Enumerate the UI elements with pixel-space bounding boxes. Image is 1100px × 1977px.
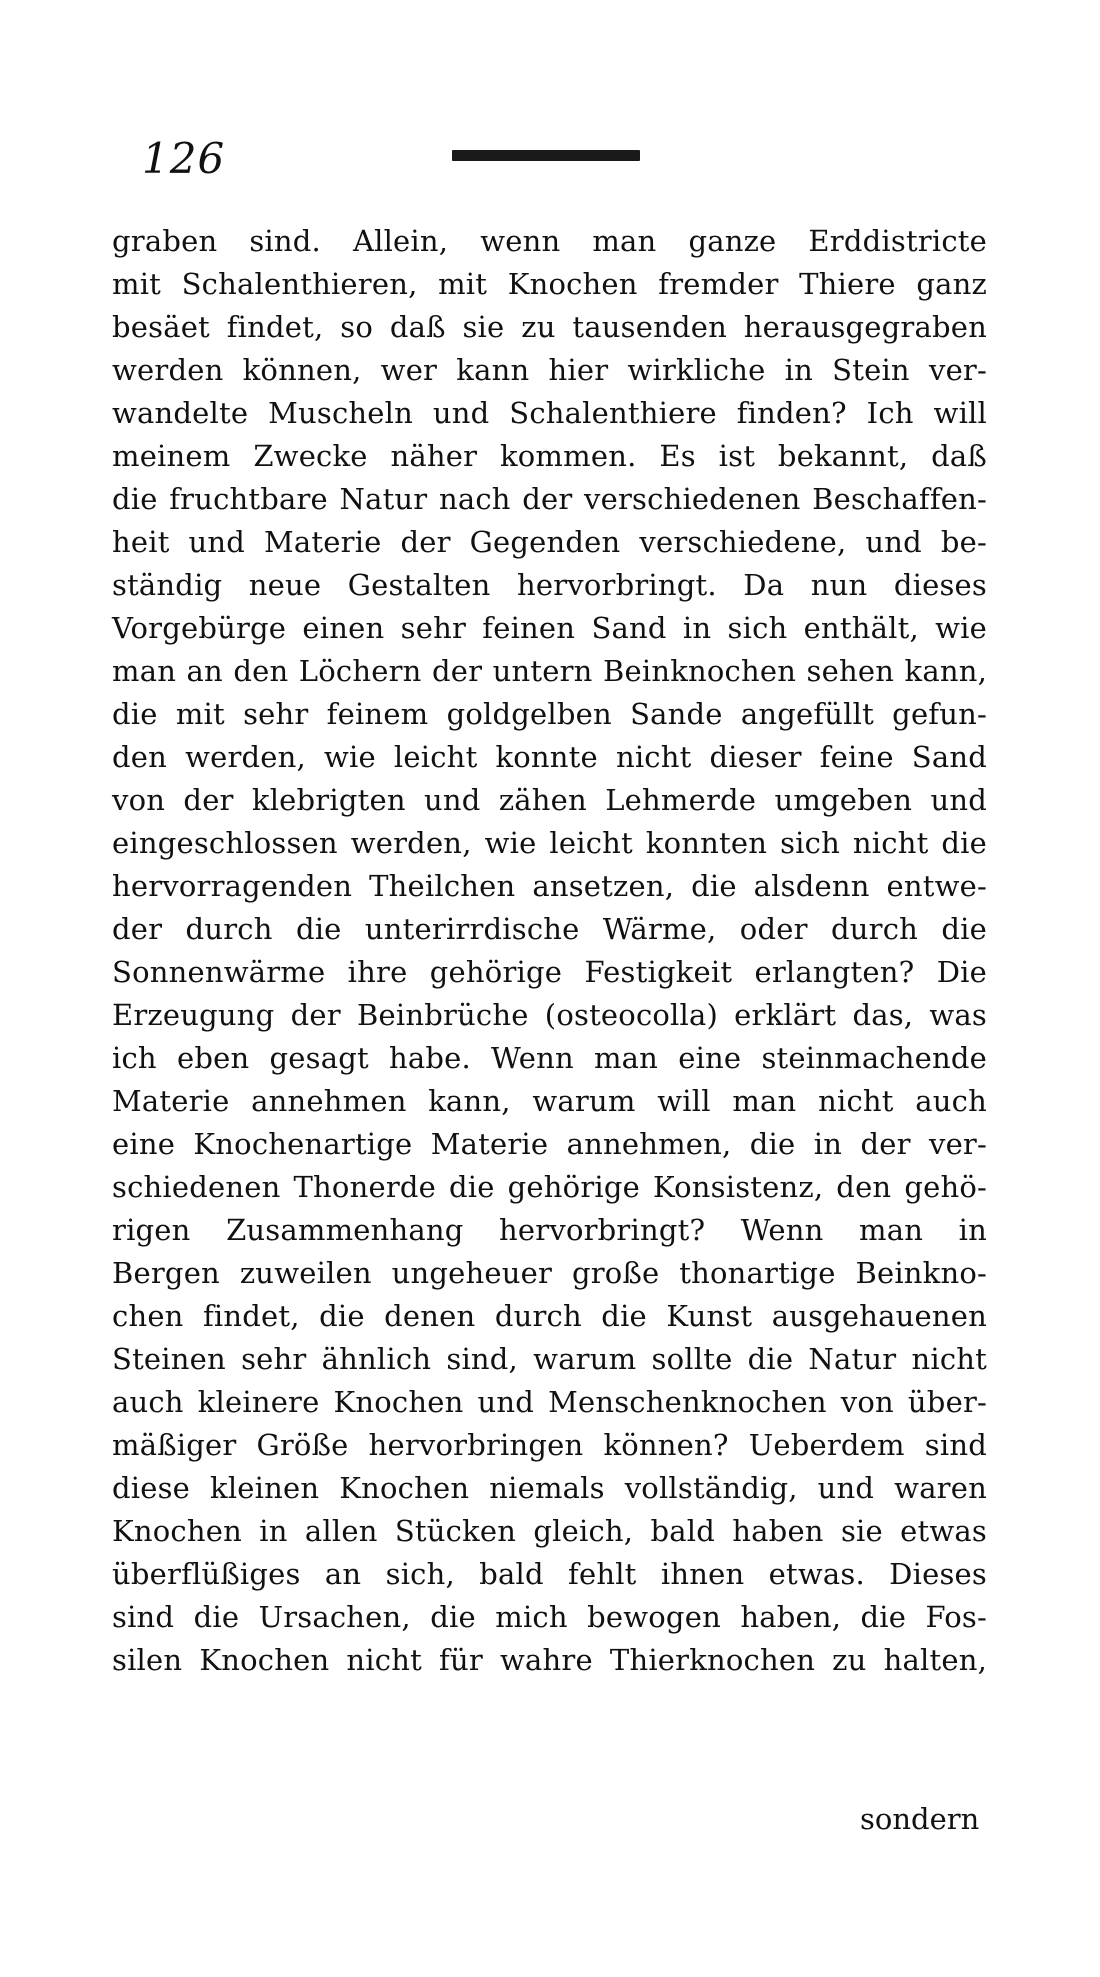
text-line: die fruchtbare Natur nach der verschiedenen Beschaffen- [112,482,987,516]
text-line: mit Schalenthieren, mit Knochen fremder Thiere ganz [112,267,987,301]
text-line: Vorgebürge einen sehr feinen Sand in sich enthält, wie [112,611,987,645]
text-line: schiedenen Thonerde die gehörige Konsistenz, den gehö- [112,1170,987,1204]
text-line: graben sind. Allein, wenn man ganze Erddistricte [112,224,987,258]
text-line: der durch die unterirrdische Wärme, oder durch die [112,912,987,946]
text-line: sind die Ursachen, die mich bewogen haben, die Fos- [112,1600,987,1634]
text-line: die mit sehr feinem goldgelben Sande angefüllt gefun- [112,697,987,731]
page-number: 126 [142,134,226,183]
text-line: mäßiger Größe hervorbringen können? Ueberdem sind [112,1428,987,1462]
text-line: meinem Zwecke näher kommen. Es ist bekannt, daß [112,439,987,473]
text-line: silen Knochen nicht für wahre Thierknochen zu halten, [112,1643,987,1677]
text-line: den werden, wie leicht konnte nicht dieser feine Sand [112,740,987,774]
text-line: werden können, wer kann hier wirkliche in Stein ver- [112,353,987,387]
text-line: hervorragenden Theilchen ansetzen, die alsdenn entwe- [112,869,987,903]
text-line: man an den Löchern der untern Beinknochen sehen kann, [112,654,987,688]
text-line: rigen Zusammenhang hervorbringt? Wenn man in [112,1213,987,1247]
text-line: ich eben gesagt habe. Wenn man eine steinmachende [112,1041,987,1075]
text-line: Erzeugung der Beinbrüche (osteocolla) erklärt das, was [112,998,987,1032]
text-line: diese kleinen Knochen niemals vollständig, und waren [112,1471,987,1505]
body-text [112,220,987,1682]
text-line: eine Knochenartige Materie annehmen, die in der ver- [112,1127,987,1161]
text-line: auch kleinere Knochen und Menschenknochen von über- [112,1385,987,1419]
text-line: ständig neue Gestalten hervorbringt. Da nun dieses [112,568,987,602]
text-line: überflüßiges an sich, bald fehlt ihnen etwas. Dieses [112,1557,987,1591]
text-line: wandelte Muscheln und Schalenthiere finden? Ich will [112,396,987,430]
text-line: Materie annehmen kann, warum will man nicht auch [112,1084,987,1118]
text-line: Steinen sehr ähnlich sind, warum sollte die Natur nicht [112,1342,987,1376]
catchword: sondern [860,1802,980,1836]
text-line: heit und Materie der Gegenden verschiedene, und be- [112,525,987,559]
text-line: Knochen in allen Stücken gleich, bald haben sie etwas [112,1514,987,1548]
text-line: chen findet, die denen durch die Kunst ausgehauenen [112,1299,987,1333]
text-line: eingeschlossen werden, wie leicht konnten sich nicht die [112,826,987,860]
text-line: Bergen zuweilen ungeheuer große thonartige Beinkno- [112,1256,987,1290]
text-line: besäet findet, so daß sie zu tausenden herausgegraben [112,310,987,344]
text-line: Sonnenwärme ihre gehörige Festigkeit erlangten? Die [112,955,987,989]
text-line: von der klebrigten und zähen Lehmerde umgeben und [112,783,987,817]
header-rule [452,150,640,161]
